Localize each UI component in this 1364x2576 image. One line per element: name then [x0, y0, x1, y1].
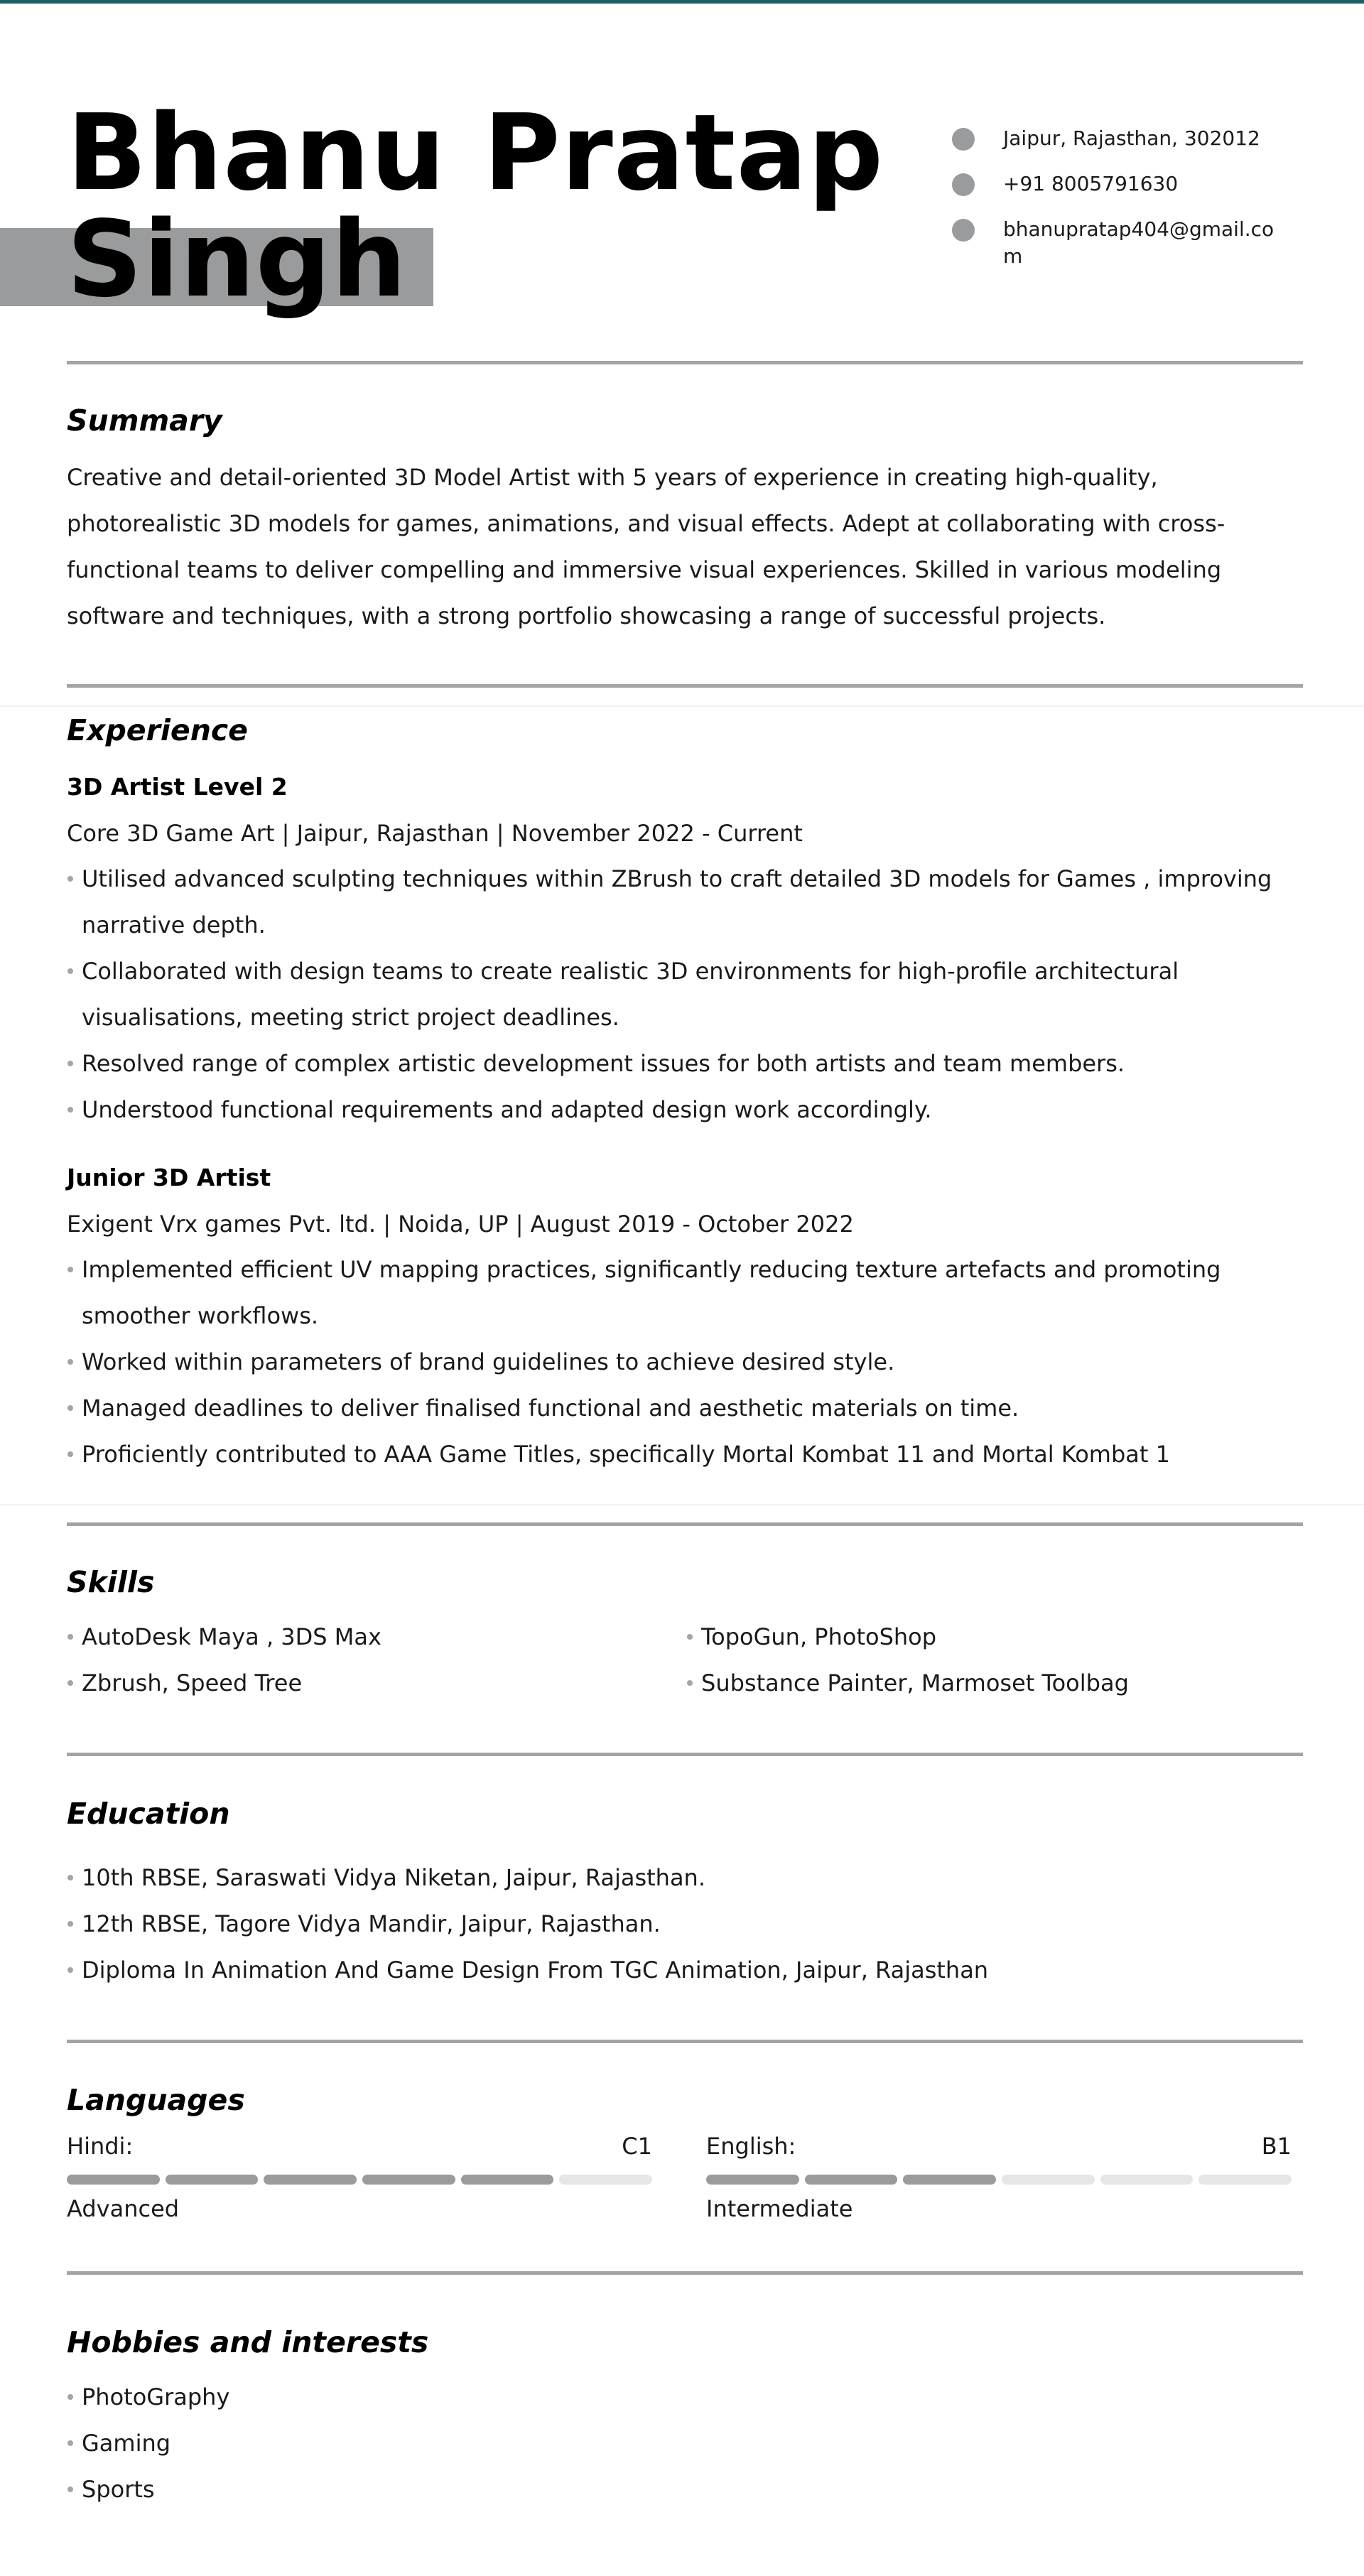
job-title: 3D Artist Level 2 — [67, 773, 288, 801]
skill-item: TopoGun, PhotoShop — [686, 1614, 1364, 1660]
job-bullets — [67, 856, 1303, 1133]
contact-email — [952, 216, 1293, 270]
list-item: 10th RBSE, Saraswati Vidya Niketan, Jaipur, Rajasthan. — [67, 1855, 1303, 1901]
experience-heading: Experience — [67, 713, 248, 747]
section-divider — [67, 1522, 1303, 1526]
section-divider — [67, 2040, 1303, 2043]
language-english — [706, 2131, 1292, 2224]
contact-list — [952, 125, 1293, 288]
summary-text: Creative and detail-oriented 3D Model Artist with 5 years of experience in creating high-quality, photorealistic 3D models for games, animations, and visual effects. Adept at collaborating with cross-functional teams to deliver compelling and immersive visual experiences. Skilled in various modeling software and techniques, with a strong portfolio showcasing a range of successful projects. — [67, 464, 1225, 629]
section-divider — [67, 2271, 1303, 2275]
proficiency-segment — [1002, 2175, 1095, 2185]
list-item: Proficiently contributed to AAA Game Titles, specifically Mortal Kombat 11 and Mortal Kombat 1 — [67, 1432, 1303, 1478]
proficiency-segment — [67, 2175, 160, 2185]
language-level: Advanced — [67, 2195, 180, 2222]
email-icon — [952, 219, 975, 242]
proficiency-segment — [559, 2175, 652, 2185]
proficiency-segment — [1198, 2175, 1292, 2185]
contact-address — [952, 125, 1293, 152]
top-accent-bar — [0, 0, 1364, 4]
list-item: Utilised advanced sculpting techniques within ZBrush to craft detailed 3D models for Games , improving narrative depth. — [67, 856, 1303, 948]
language-row — [67, 2131, 652, 2162]
summary-heading: Summary — [67, 404, 222, 438]
skill-item: Substance Painter, Marmoset Toolbag — [686, 1660, 1364, 1706]
language-hindi — [67, 2131, 652, 2224]
job-meta: Core 3D Game Art | Jaipur, Rajasthan | November 2022 - Current — [67, 820, 803, 847]
education-heading: Education — [67, 1797, 230, 1831]
skills-list-right — [686, 1614, 1364, 1706]
language-proficiency-bar — [67, 2175, 652, 2185]
list-item: Collaborated with design teams to create realistic 3D environments for high-profile architectural visualisations, meeting strict project deadlines. — [67, 948, 1303, 1041]
contact-address-text: Jaipur, Rajasthan, 302012 — [1003, 126, 1260, 150]
hobbies-heading: Hobbies and interests — [67, 2325, 429, 2359]
proficiency-segment — [1100, 2175, 1194, 2185]
language-name: English: — [706, 2133, 796, 2160]
list-item: Managed deadlines to deliver finalised functional and aesthetic materials on time. — [67, 1385, 1303, 1432]
section-divider — [67, 1753, 1303, 1756]
proficiency-segment — [706, 2175, 799, 2185]
language-code: B1 — [1261, 2133, 1292, 2160]
skills-heading: Skills — [67, 1565, 155, 1599]
language-level: Intermediate — [706, 2195, 853, 2222]
page-break-line — [0, 1504, 1364, 1505]
proficiency-segment — [903, 2175, 996, 2185]
language-code: C1 — [622, 2133, 652, 2160]
job-meta: Exigent Vrx games Pvt. ltd. | Noida, UP | August 2019 - October 2022 — [67, 1211, 854, 1238]
contact-phone — [952, 171, 1293, 197]
list-item: Sports — [67, 2467, 1303, 2513]
section-divider — [67, 361, 1303, 364]
education-list — [67, 1855, 1303, 1993]
skill-item: AutoDesk Maya , 3DS Max — [67, 1614, 1303, 1660]
proficiency-segment — [166, 2175, 259, 2185]
proficiency-segment — [362, 2175, 455, 2185]
contact-email-text: bhanupratap404@gmail.com — [1003, 217, 1274, 268]
list-item: Implemented efficient UV mapping practices, significantly reducing texture artefacts and promoting smoother workflows. — [67, 1247, 1303, 1339]
page-break-line — [0, 705, 1364, 707]
contact-phone-text: +91 8005791630 — [1003, 172, 1179, 195]
location-icon — [952, 128, 975, 151]
phone-icon — [952, 173, 975, 196]
name-line-2: Singh — [67, 198, 407, 320]
list-item: Worked within parameters of brand guidelines to achieve desired style. — [67, 1339, 1303, 1385]
language-name: Hindi: — [67, 2133, 134, 2160]
list-item: Gaming — [67, 2420, 1303, 2467]
languages-heading: Languages — [67, 2083, 245, 2117]
hobbies-list — [67, 2374, 1303, 2513]
name-line-1: Bhanu Pratap — [67, 92, 884, 214]
language-proficiency-bar — [706, 2175, 1292, 2185]
skill-item: Zbrush, Speed Tree — [67, 1660, 1303, 1706]
language-row — [706, 2131, 1292, 2162]
list-item: Diploma In Animation And Game Design From TGC Animation, Jaipur, Rajasthan — [67, 1947, 1303, 1993]
list-item: Understood functional requirements and adapted design work accordingly. — [67, 1087, 1303, 1133]
job-bullets — [67, 1247, 1303, 1478]
proficiency-segment — [805, 2175, 898, 2185]
candidate-name — [67, 92, 884, 320]
list-item: PhotoGraphy — [67, 2374, 1303, 2420]
list-item: Resolved range of complex artistic development issues for both artists and team members. — [67, 1041, 1303, 1087]
proficiency-segment — [264, 2175, 357, 2185]
list-item: 12th RBSE, Tagore Vidya Mandir, Jaipur, Rajasthan. — [67, 1901, 1303, 1947]
job-title: Junior 3D Artist — [67, 1164, 271, 1191]
section-divider — [67, 684, 1303, 688]
proficiency-segment — [461, 2175, 554, 2185]
